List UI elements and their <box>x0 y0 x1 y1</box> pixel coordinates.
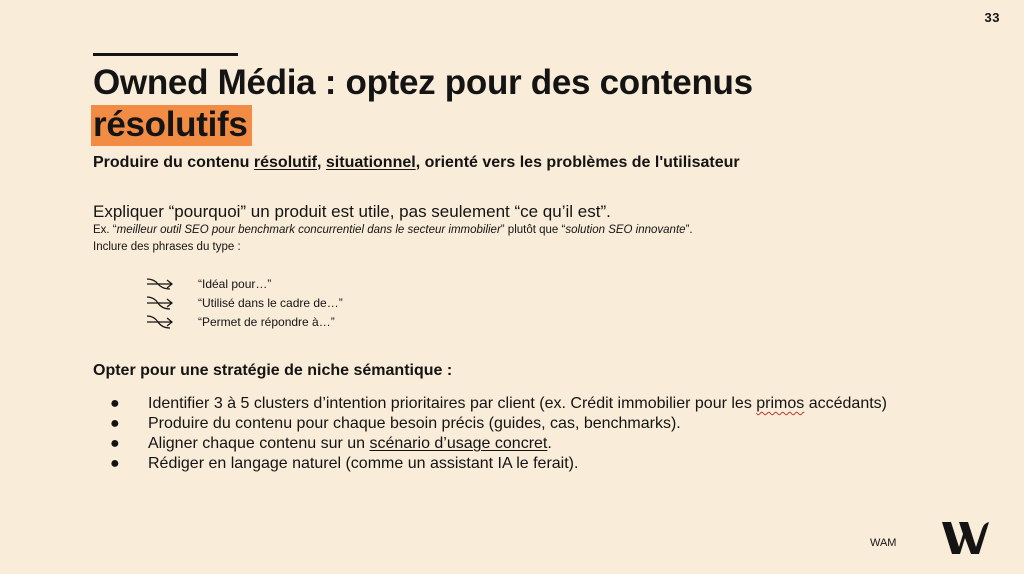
bullet-dot: ● <box>110 455 120 472</box>
subtitle <box>93 154 740 172</box>
example-italic-1: meilleur outil SEO pour benchmark concurrentiel dans le secteur immobilier <box>116 224 501 236</box>
phrase-text: “Utilisé dans le cadre de…” <box>198 295 343 310</box>
subtitle-separator: , <box>317 154 326 171</box>
title-highlight: résolutifs <box>91 105 252 146</box>
title-rule <box>93 53 238 56</box>
explain-text: Expliquer “pourquoi” un produit est utile, pas seulement “ce qu’il est”. <box>93 202 611 221</box>
example-middle: ” plutôt que “ <box>500 224 566 236</box>
phrase-list <box>146 274 343 331</box>
curved-arrow-icon <box>146 314 174 330</box>
bullet-text-misspelled: primos <box>756 395 805 412</box>
example-prefix: Ex. “ <box>93 224 117 236</box>
subtitle-after: , orienté vers les problèmes de l'utilisateur <box>415 154 740 171</box>
niche-heading: Opter pour une stratégie de niche sémantique : <box>93 362 453 379</box>
bullet-text: Aligner chaque contenu sur un <box>148 435 370 452</box>
subtitle-underlined-2: situationnel <box>325 154 416 171</box>
bullet-list <box>110 394 910 474</box>
curved-arrow-icon <box>146 295 174 311</box>
list-item <box>110 434 910 454</box>
phrase-item <box>146 293 343 312</box>
footer-brand: WAM <box>870 537 897 549</box>
phrase-item <box>146 274 343 293</box>
example-italic-2: solution SEO innovante <box>565 224 686 236</box>
title-line: Owned Média : optez pour des contenus <box>93 63 753 102</box>
subtitle-before: Produire du contenu <box>93 154 254 171</box>
bullet-text: accédants) <box>804 395 887 412</box>
subtitle-underlined-1: résolutif <box>253 154 318 171</box>
phrase-item <box>146 312 343 331</box>
phrase-text: “Idéal pour…” <box>198 276 272 291</box>
curved-arrow-icon <box>146 276 174 292</box>
bullet-dot: ● <box>110 395 120 412</box>
bullet-text: Produire du contenu pour chaque besoin précis (guides, cas, benchmarks). <box>148 415 681 432</box>
phrase-text: “Permet de répondre à…” <box>198 314 335 329</box>
include-text: Inclure des phrases du type : <box>93 241 241 253</box>
example-text <box>93 224 693 236</box>
bullet-dot: ● <box>110 435 120 452</box>
page-number: 33 <box>984 10 1000 25</box>
example-suffix: ”. <box>685 224 693 236</box>
bullet-dot: ● <box>110 415 120 432</box>
list-item <box>110 414 910 434</box>
list-item <box>110 394 910 414</box>
bullet-text: Identifier 3 à 5 clusters d’intention prioritaires par client (ex. Crédit immobilier pour les <box>148 395 757 412</box>
wam-logo-icon <box>942 520 990 556</box>
list-item <box>110 454 910 474</box>
page-title <box>93 62 973 146</box>
bullet-text: Rédiger en langage naturel (comme un assistant IA le ferait). <box>148 455 579 472</box>
bullet-text: . <box>547 435 552 452</box>
bullet-text-underlined: scénario d’usage concret <box>369 435 548 452</box>
